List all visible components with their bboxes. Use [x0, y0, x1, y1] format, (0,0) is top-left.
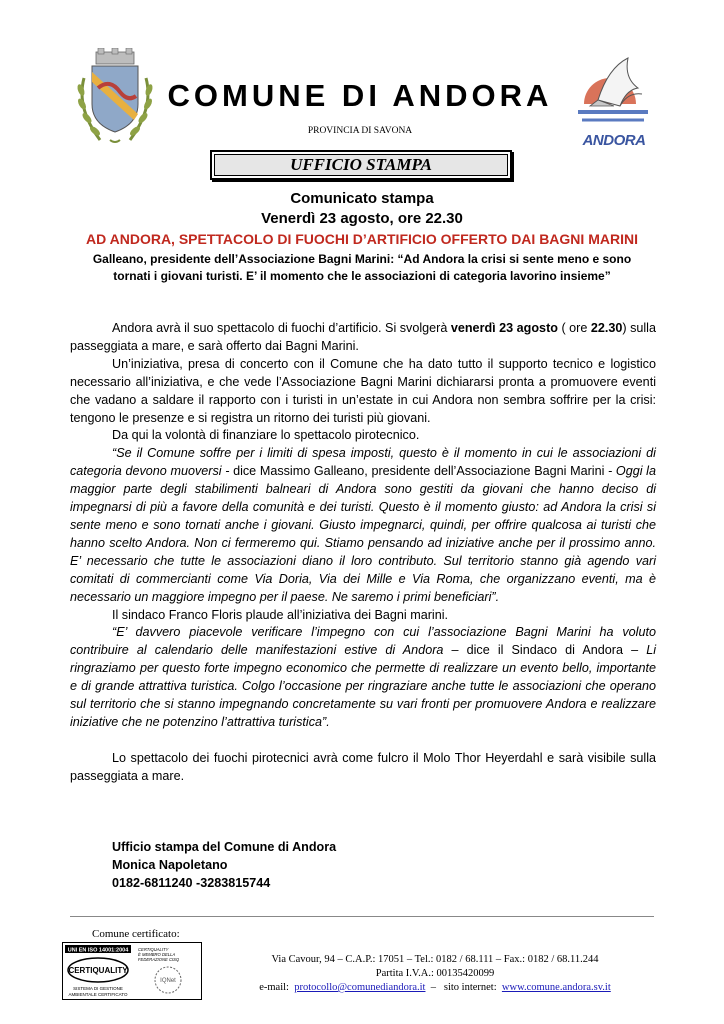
headline: AD ANDORA, SPETTACOLO DI FUOCHI D’ARTIFICIO OFFERTO DAI BAGNI MARINI: [86, 231, 638, 247]
signature-block: [112, 838, 336, 892]
cert-sub-2: AMBIENTALE CERTIFICATO: [68, 992, 128, 997]
subheadline: [60, 251, 664, 285]
iqnet-text: IQNet: [160, 978, 176, 984]
province-label: PROVINCIA DI SAVONA: [307, 126, 413, 136]
paragraph-3: Da qui la volontà di finanziare lo spettacolo pirotecnico.: [112, 428, 420, 443]
cert-name-text: CERTIQUALITY: [68, 966, 128, 975]
municipality-title: COMUNE DI ANDORA: [167, 78, 553, 113]
text-run: ( ore: [557, 321, 591, 335]
vat-line: Partita I.V.A.: 00135420099: [375, 968, 495, 979]
logo-text: ANDORA: [582, 132, 646, 149]
text-run: – dice il Sindaco di Andora –: [443, 643, 647, 658]
address-line: Via Cavour, 94 – C.A.P.: 17051 – Tel.: 0182 / 68.111 – Fax.: 0182 / 68.11.244: [271, 954, 599, 965]
press-office-label: UFFICIO STAMPA: [290, 155, 432, 174]
article-body: [70, 320, 656, 786]
quote-run: - Oggi la maggior parte degli stabilimenti balneari di Andora sono gestiti da giovani che hanno deciso di impegnarsi di più a favore della comunità e dei turisti. Questo è il momento giusto: ad Andora la crisi si sente meno e sono tornati anche i giovani. Giusto impegnarci, quindi, per offrire qualcosa ai turisti che hanno scelto Andora. Non ci fermeremo qui. Stiamo pensando ad iniziative anche per il prossimo anno. E’ necessario che tutte le associazioni diano il loro contributo. Sul territorio stanno già agendo vari comitati di commercianti come Via Doria, Via dei Mille e Via Roma, che organizzano eventi, ma è necessario un maggiore impegno per il paese. Ne saremo i primi beneficiari”.: [70, 464, 656, 604]
quote-run: “E’ davvero piacevole verificare l’impegno con cui l’associazione Bagni Marini ha voluto contribuire al calendario delle manifestazioni estive di Andora: [70, 625, 656, 658]
quote-run: “Se il Comune soffre per i limiti di spesa imposti, questo è il momento in cui le associazioni di categoria devono muoversi -: [70, 446, 656, 479]
web-line: [210, 981, 660, 995]
paragraph-4-quote: [70, 445, 656, 606]
certification-label: Comune certificato:: [92, 928, 180, 940]
paragraph-5: Il sindaco Franco Floris plaude all’iniziativa dei Bagni marini.: [112, 607, 448, 622]
subheadline-line-1: Galleano, presidente dell’Associazione Bagni Marini: “Ad Andora la crisi si sente meno e sono: [92, 252, 632, 266]
email-label: e-mail:: [259, 982, 289, 993]
document-type: Comunicato stampa: [290, 190, 434, 207]
quote-run: Li ringraziamo per questo forte impegno economico che permette di realizzare un evento bello, importante e di grande attrattiva turistica. Colgo l’occasione per ringraziare anche tutte le associazioni che operano sul territorio che si stanno impegnando concretamente su vari fronti per promuovere Andora e realizzare iniziative che ne potenzino l’attrattiva turistica”.: [70, 643, 656, 729]
signature-office: Ufficio stampa del Comune di Andora: [112, 840, 337, 854]
cert-member-1: CERTIQUALITY: [138, 947, 169, 952]
paragraph-6-quote: [70, 624, 656, 731]
cert-sub-1: SISTEMA DI GESTIONE: [73, 986, 123, 991]
coat-of-arms-icon: [70, 48, 160, 148]
text-run: Andora avrà il suo spettacolo di fuochi d’artificio. Si svolgerà: [112, 321, 451, 335]
event-date: Venerdì 23 agosto, ore 22.30: [261, 210, 463, 227]
contact-info: [210, 953, 660, 995]
date-emphasis: venerdì 23 agosto: [450, 321, 558, 335]
time-emphasis: 22.30: [590, 321, 623, 335]
certification-badge-icon: [62, 942, 202, 1000]
cert-iso-text: UNI EN ISO 14001:2004: [67, 947, 129, 954]
footer-divider: [70, 916, 654, 917]
cert-member-2: È MEMBRO DELLA: [138, 952, 176, 957]
subheadline-line-2: tornati i giovani turisti. E’ il momento che le associazioni di categoria lavorino insieme”: [113, 269, 611, 283]
press-office-banner: [210, 150, 512, 180]
paragraph-2: Un’iniziativa, presa di concerto con il Comune che ha dato tutto il supporto tecnico e logistico necessario all’iniziativa, e che vede l’Associazione Bagni Marini dichiararsi pronta a promuovere eventi che vadano a saldare il rapporto con i turisti in un’estate in cui Andora non sembra soffrire per la crisi: tengono le presenze e si registra un ritorno dei turisti più giovani.: [70, 356, 656, 425]
signature-phone: 0182-6811240 -3283815744: [112, 876, 271, 890]
cert-member-3: FEDERAZIONE CISQ: [138, 957, 180, 962]
paragraph-1: [70, 320, 656, 356]
text-run: ) sulla passeggiata a mare, e sarà offerto dai Bagni Marini.: [70, 321, 656, 353]
website-link[interactable]: www.comune.andora.sv.it: [501, 982, 611, 993]
site-label: – sito internet:: [425, 982, 502, 993]
signature-name: Monica Napoletano: [112, 858, 228, 872]
email-link[interactable]: protocollo@comunediandora.it: [294, 982, 426, 993]
text-run: dice Massimo Galleano, presidente dell’Associazione Bagni Marini: [229, 464, 609, 479]
paragraph-7: Lo spettacolo dei fuochi pirotecnici avrà come fulcro il Molo Thor Heyerdahl e sarà visibile sulla passeggiata a mare.: [70, 750, 656, 783]
